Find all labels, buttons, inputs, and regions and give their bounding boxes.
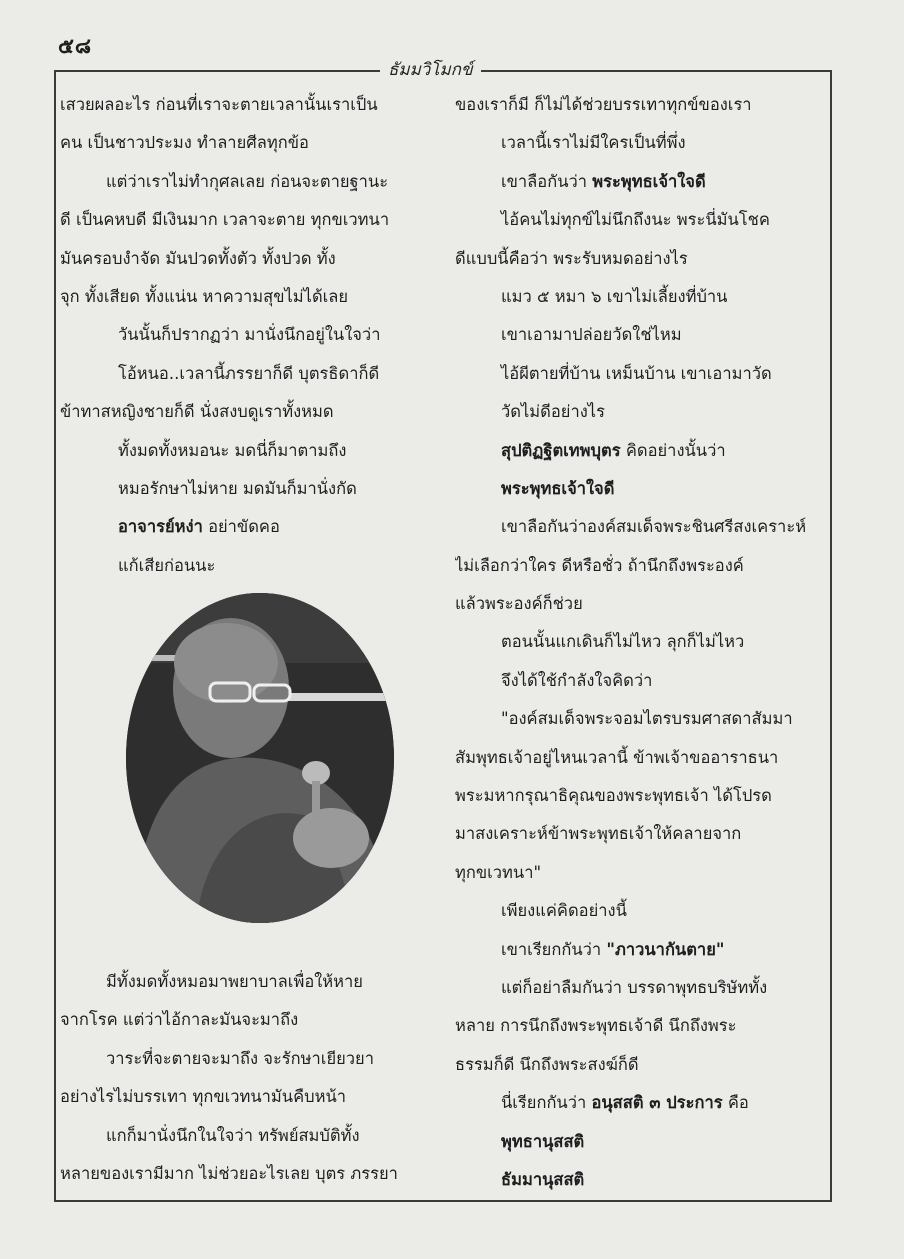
text-line: หลายของเรามีมาก ไม่ช่วยอะไรเลย บุตร ภรรยา — [60, 1164, 398, 1184]
text-line — [455, 585, 817, 623]
text-line — [455, 623, 817, 661]
bold-term: สุปติฏฐิตเทพบุตร — [501, 440, 621, 460]
text-line — [60, 508, 422, 546]
text-span: แล้วพระองค์ก็ช่วย — [455, 594, 583, 614]
text-line — [455, 1161, 817, 1199]
left-column-bottom-text — [60, 963, 422, 1193]
text-span: ของเราก็มี ก็ไม่ได้ช่วยบรรเทาทุกข์ของเรา — [455, 95, 752, 114]
text-line — [455, 1084, 817, 1122]
text-line: มันครอบงำจัด มันปวดทั้งตัว ทั้งปวด ทั้ง — [60, 248, 336, 268]
text-line — [455, 700, 817, 738]
text-span: คิดอย่างนั้นว่า — [620, 440, 726, 460]
monk-portrait-photo — [126, 593, 394, 923]
text-line — [455, 240, 817, 278]
left-column — [60, 86, 422, 1193]
bold-term: ธัมมานุสสติ — [501, 1169, 585, 1189]
text-span: ธรรมก็ดี นึกถึงพระสงฆ์ก็ดี — [455, 1054, 639, 1074]
bold-term: พระพุทธเจ้าใจดี — [592, 171, 706, 191]
text-span: จึงได้ใช้กำลังใจคิดว่า — [501, 670, 653, 690]
text-span: แมว ๕ หมา ๖ เขาไม่เลี้ยงที่บ้าน — [501, 286, 728, 306]
text-line — [455, 1046, 817, 1084]
text-span: ไอ้ผีตายที่บ้าน เหม็นบ้าน เขาเอามาวัด — [501, 363, 772, 383]
text-line — [455, 662, 817, 700]
text-span: ทุกขเวทนา" — [455, 862, 542, 882]
bold-term: "ภาวนากันตาย" — [606, 939, 725, 959]
text-line — [455, 316, 817, 354]
text-span: ไม่เลือกว่าใคร ดีหรือชั่ว ถ้านึกถึงพระองค์ — [455, 555, 744, 575]
text-span: เวลานี้เราไม่มีใครเป็นที่พึ่ง — [501, 133, 686, 153]
text-line: มีทั้งมดทั้งหมอมาพยาบาลเพื่อให้หาย — [106, 972, 363, 992]
text-line — [455, 508, 817, 546]
running-header-title: ธัมมวิโมกข์ — [380, 56, 481, 83]
text-span: เขาลือกันว่าองค์สมเด็จพระชินศรีสงเคราะห์ — [501, 517, 807, 537]
text-line: แก้เสียก่อนนะ — [118, 555, 216, 575]
bold-term: อาจารย์หง่า — [118, 517, 203, 537]
text-line: อย่างไรไม่บรรเทา ทุกขเวทนามันคืบหน้า — [60, 1087, 347, 1107]
text-line — [455, 278, 817, 316]
portrait-image — [126, 593, 394, 923]
text-span: มาสงเคราะห์ข้าพระพุทธเจ้าให้คลายจาก — [455, 824, 742, 844]
text-span: นี่เรียกกันว่า — [501, 1093, 592, 1113]
left-column-top-text — [60, 86, 422, 585]
text-line: วาระที่จะตายจะมาถึง จะรักษาเยียวยา — [106, 1048, 374, 1068]
text-line — [455, 931, 817, 969]
text-line — [455, 969, 817, 1007]
right-column — [455, 86, 817, 1199]
text-line: เสวยผลอะไร ก่อนที่เราจะตายเวลานั้นเราเป็น — [60, 95, 378, 114]
text-line: ข้าทาสหญิงชายก็ดี นั่งสงบดูเราทั้งหมด — [60, 402, 334, 422]
text-line — [455, 547, 817, 585]
text-line — [455, 854, 817, 892]
text-line — [455, 86, 817, 124]
text-span: ตอนนั้นแกเดินก็ไม่ไหว ลุกก็ไม่ไหว — [501, 632, 745, 652]
text-span: หลาย การนึกถึงพระพุทธเจ้าดี นึกถึงพระ — [455, 1016, 737, 1036]
text-span: สัมพุทธเจ้าอยู่ไหนเวลานี้ ข้าพเจ้าขออาราธนา — [455, 747, 779, 767]
text-line — [455, 892, 817, 930]
text-span: คือ — [722, 1093, 749, 1113]
bold-term: พุทธานุสสติ — [501, 1131, 585, 1151]
text-line — [455, 355, 817, 393]
right-column-text — [455, 86, 817, 1199]
spacer — [60, 923, 422, 963]
text-line: หมอรักษาไม่หาย มดมันก็มานั่งกัด — [118, 478, 357, 498]
page-number: ๕๘ — [58, 34, 93, 58]
text-span: เขาลือกันว่า — [501, 171, 593, 191]
text-line: คน เป็นชาวประมง ทำลายศีลทุกข้อ — [60, 133, 309, 153]
text-line: จุก ทั้งเสียด ทั้งแน่น หาความสุขไม่ได้เลย — [60, 286, 349, 306]
text-line — [455, 432, 817, 470]
text-line — [455, 470, 817, 508]
text-line: ดี เป็นคหบดี มีเงินมาก เวลาจะตาย ทุกขเวทนา — [60, 210, 390, 230]
text-span: วัดไม่ดีอย่างไร — [501, 402, 605, 422]
text-line — [455, 777, 817, 815]
bold-term: พระพุทธเจ้าใจดี — [501, 478, 615, 498]
text-line — [455, 1007, 817, 1045]
text-line: ทั้งมดทั้งหมอนะ มดนี่ก็มาตามถึง — [118, 440, 347, 460]
text-line — [455, 1123, 817, 1161]
text-line — [455, 163, 817, 201]
text-span: เขาเอามาปล่อยวัดใช่ไหม — [501, 325, 682, 345]
text-span: เขาเรียกกันว่า — [501, 939, 607, 959]
text-line: แต่ว่าเราไม่ทำกุศลเลย ก่อนจะตายฐานะ — [106, 171, 389, 191]
text-span: แต่ก็อย่าลืมกันว่า บรรดาพุทธบริษัททั้ง — [501, 977, 768, 997]
text-line: แกก็มานั่งนึกในใจว่า ทรัพย์สมบัติทั้ง — [106, 1125, 360, 1145]
text-span: เพียงแค่คิดอย่างนี้ — [501, 901, 627, 921]
text-line — [455, 739, 817, 777]
text-line — [455, 815, 817, 853]
text-span: ดีแบบนี้คือว่า พระรับหมดอย่างไร — [455, 248, 688, 268]
text-span: พระมหากรุณาธิคุณของพระพุทธเจ้า ได้โปรด — [455, 786, 772, 806]
text-line — [455, 124, 817, 162]
text-line: จากโรค แต่ว่าไอ้กาละมันจะมาถึง — [60, 1010, 299, 1030]
text-line: วันนั้นก็ปรากฏว่า มานั่งนึกอยู่ในใจว่า — [118, 325, 381, 345]
text-span: อย่าขัดคอ — [202, 517, 280, 537]
text-line: โอ้หนอ..เวลานี้ภรรยาก็ดี บุตรธิดาก็ดี — [118, 363, 380, 383]
text-span: "องค์สมเด็จพระจอมไตรบรมศาสดาสัมมา — [501, 709, 793, 729]
text-line — [455, 393, 817, 431]
text-line — [455, 201, 817, 239]
bold-term: อนุสสติ ๓ ประการ — [591, 1093, 723, 1113]
text-span: ไอ้คนไม่ทุกข์ไม่นึกถึงนะ พระนี่มันโชค — [501, 210, 770, 230]
